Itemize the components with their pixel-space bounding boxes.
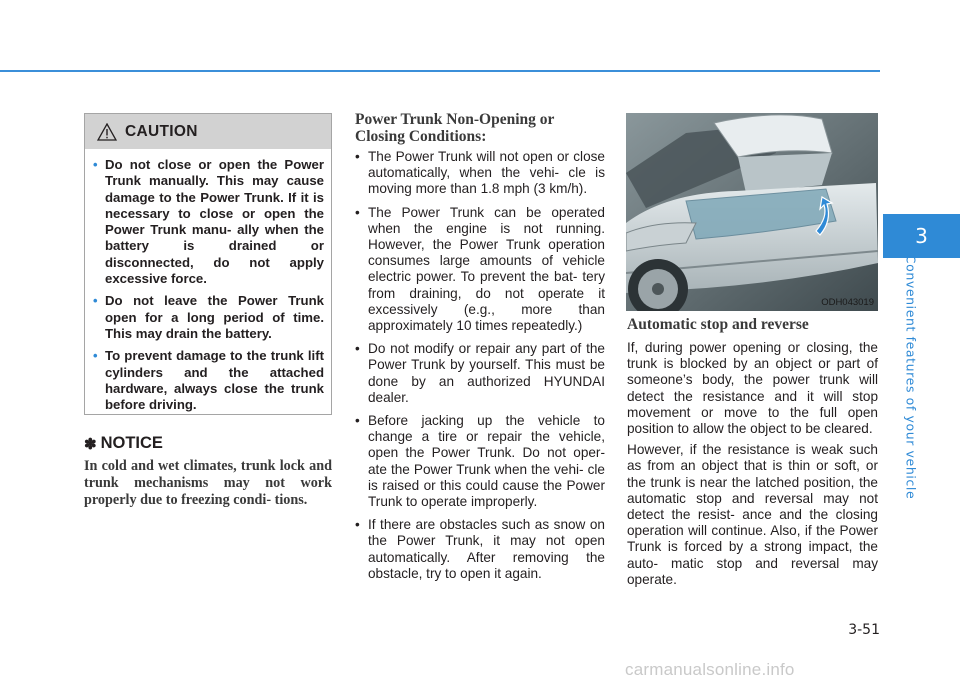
caution-item [93,293,324,342]
list-item-text: Do not modify or repair any part of the Power Trunk by yourself. This must be done by an authorized HYUNDAI dealer. [368,341,605,405]
paragraph: However, if the resistance is weak such as from an object that is thin or soft, or the trunk is near the latched position, the automatic stop and reversal may not detect the resist- ance and the closing operation will continue. Also, if the Power Trunk is forced by a strong impact, the auto- matic stop and reversal may operate. [627,442,878,587]
chapter-number-tab [883,214,960,258]
auto-stop-section [627,316,878,593]
chapter-number: 3 [915,224,928,248]
caution-item [93,348,324,413]
notice-heading [84,434,163,453]
header-rule [0,70,880,72]
caution-box [84,113,332,415]
watermark: carmanualsonline.info [625,660,795,679]
list-item-text: The Power Trunk can be operated when the engine is not running. However, the Power Trunk operation consumes large amounts of vehicle electric power. To prevent the bat- tery from draining, do not operate it excessively (e.g., more than approximately 10 times repeatedly.) [368,204,605,334]
list-item [355,341,605,406]
bullet-icon: • [355,413,360,429]
bullet-icon: • [355,149,360,164]
list-item-text: Before jacking up the vehicle to change a tire or repair the vehicle, open the Power Trunk. Do not oper- ate the Power Trunk when the vehi- cle is raised or this could cause the Power Trunk to operate improperly. [368,413,605,510]
chapter-title [903,254,919,500]
bullet-dot-icon: • [93,157,98,172]
bullet-icon: • [355,341,360,357]
notice-title: NOTICE [100,434,163,452]
chapter-title-text: Convenient features of your vehicle [903,254,919,500]
bullet-dot-icon: • [93,293,98,309]
notice-star-icon: ✽ [84,435,97,453]
notice-text: In cold and wet climates, trunk lock and trunk mechanisms may not work properly due to freezing condi- tions. [84,458,332,508]
caution-item [93,157,324,287]
list-item [355,413,605,510]
bullet-dot-icon: • [93,348,98,364]
list-item-text: The Power Trunk will not open or close automatically, when the vehi- cle is moving more than 1.8 mph (3 km/h). [368,149,605,197]
trunk-photo [626,113,878,311]
list-item [355,517,605,582]
caution-list [85,149,331,413]
caution-item-text: Do not leave the Power Trunk open for a long period of time. This may drain the battery. [105,293,324,341]
caution-item-text: To prevent damage to the trunk lift cylinders and the attached hardware, always close the trunk before driving. [105,348,324,413]
caution-item-text: Do not close or open the Power Trunk manually. This may cause damage to the Power Trunk. If it is necessary to close or open the Power Trunk manu- ally when the battery is drained or disconnected, do not apply excessive force. [105,157,324,287]
open-trunk-illustration [626,113,878,311]
photo-code: ODH043019 [821,297,874,308]
bullet-icon: • [355,204,360,220]
paragraph: If, during power opening or closing, the trunk is blocked by an object or part of someone’s body, the power trunk will detect the resistance and it will stop movement or move to the full open position to allow the object to be cleared. [627,340,878,437]
caution-header [85,114,331,149]
list-item [355,149,605,198]
page-number: 3-51 [848,622,880,638]
caution-title: CAUTION [125,122,198,140]
non-opening-title: Power Trunk Non-Opening or Closing Conditions: [355,111,555,145]
list-item-text: If there are obstacles such as snow on the Power Trunk, it may not open automatically. After removing the obstacle, try to open it again. [368,517,605,581]
auto-stop-title: Automatic stop and reverse [627,316,809,333]
list-item [355,205,605,335]
non-opening-section [355,111,605,589]
warning-triangle-icon [97,123,117,141]
bullet-icon: • [355,517,360,533]
